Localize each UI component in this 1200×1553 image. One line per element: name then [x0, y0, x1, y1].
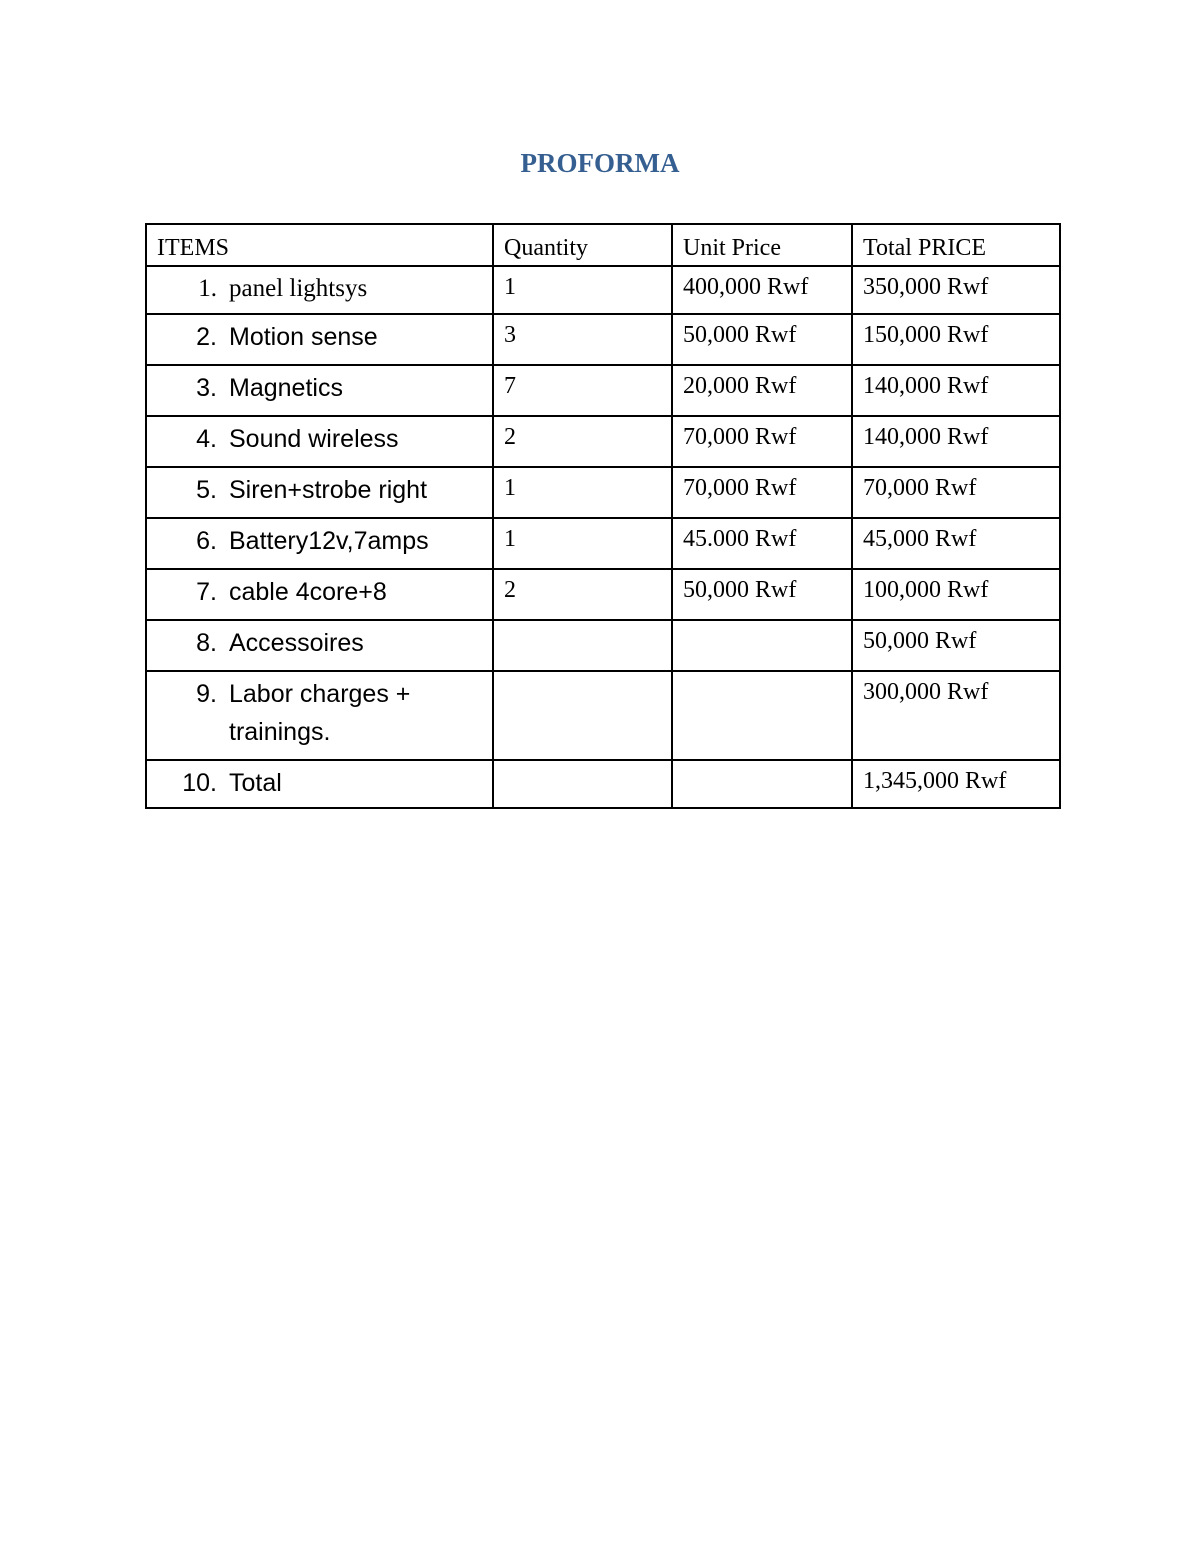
header-unit-price: Unit Price [672, 224, 852, 266]
unit-price-cell: 20,000 Rwf [672, 365, 852, 416]
header-items: ITEMS [146, 224, 493, 266]
item-cell [146, 671, 493, 760]
total-price-cell: 350,000 Rwf [852, 266, 1060, 314]
item-label: Siren+strobe right [229, 476, 428, 504]
header-total-price: Total PRICE [852, 224, 1060, 266]
item-label: panel lightsys [229, 275, 368, 302]
unit-price-cell: 400,000 Rwf [672, 266, 852, 314]
item-cell [146, 416, 493, 467]
quantity-cell [493, 620, 672, 671]
item-label: Motion sense [229, 323, 378, 351]
item-cell [146, 518, 493, 569]
item-label: Accessoires [229, 629, 364, 657]
grand-total-cell: 1,345,000 Rwf [852, 760, 1060, 808]
unit-price-cell [672, 760, 852, 808]
page-title: PROFORMA [520, 148, 680, 178]
item-cell [146, 620, 493, 671]
proforma-table [145, 223, 1061, 809]
table-row [146, 569, 1060, 620]
unit-price-cell [672, 671, 852, 760]
item-label: Labor charges + trainings. [229, 680, 411, 746]
item-number: 7. [196, 578, 217, 606]
quantity-cell: 2 [493, 416, 672, 467]
item-cell [146, 266, 493, 314]
total-price-cell: 140,000 Rwf [852, 365, 1060, 416]
table-row [146, 416, 1060, 467]
item-label: cable 4core+8 [229, 578, 387, 606]
item-label: Sound wireless [229, 425, 399, 453]
item-number: 8. [196, 629, 217, 657]
table-row [146, 314, 1060, 365]
table-row [146, 518, 1060, 569]
quantity-cell [493, 671, 672, 760]
item-number: 4. [196, 425, 217, 453]
unit-price-cell: 50,000 Rwf [672, 569, 852, 620]
quantity-cell: 2 [493, 569, 672, 620]
item-label: Total [229, 769, 282, 797]
table-row-total [146, 760, 1060, 808]
item-number: 2. [196, 323, 217, 351]
table-header-row [146, 224, 1060, 266]
table-row [146, 266, 1060, 314]
item-number: 10. [182, 769, 217, 797]
item-label: Magnetics [229, 374, 343, 402]
item-cell [146, 569, 493, 620]
header-quantity: Quantity [493, 224, 672, 266]
item-number: 9. [196, 680, 217, 708]
table-row [146, 620, 1060, 671]
table-row [146, 671, 1060, 760]
item-cell [146, 760, 493, 808]
item-number: 5. [196, 476, 217, 504]
item-cell [146, 467, 493, 518]
item-cell [146, 365, 493, 416]
item-number: 6. [196, 527, 217, 555]
unit-price-cell: 70,000 Rwf [672, 416, 852, 467]
table-row [146, 467, 1060, 518]
table-row [146, 365, 1060, 416]
quantity-cell: 1 [493, 266, 672, 314]
item-label: Battery12v,7amps [229, 527, 429, 555]
total-price-cell: 45,000 Rwf [852, 518, 1060, 569]
item-number: 3. [196, 374, 217, 402]
unit-price-cell: 70,000 Rwf [672, 467, 852, 518]
quantity-cell: 3 [493, 314, 672, 365]
total-price-cell: 140,000 Rwf [852, 416, 1060, 467]
unit-price-cell: 50,000 Rwf [672, 314, 852, 365]
quantity-cell: 7 [493, 365, 672, 416]
total-price-cell: 300,000 Rwf [852, 671, 1060, 760]
unit-price-cell: 45.000 Rwf [672, 518, 852, 569]
quantity-cell [493, 760, 672, 808]
quantity-cell: 1 [493, 518, 672, 569]
item-cell [146, 314, 493, 365]
quantity-cell: 1 [493, 467, 672, 518]
item-number: 1. [198, 275, 217, 302]
unit-price-cell [672, 620, 852, 671]
total-price-cell: 150,000 Rwf [852, 314, 1060, 365]
total-price-cell: 70,000 Rwf [852, 467, 1060, 518]
total-price-cell: 100,000 Rwf [852, 569, 1060, 620]
total-price-cell: 50,000 Rwf [852, 620, 1060, 671]
